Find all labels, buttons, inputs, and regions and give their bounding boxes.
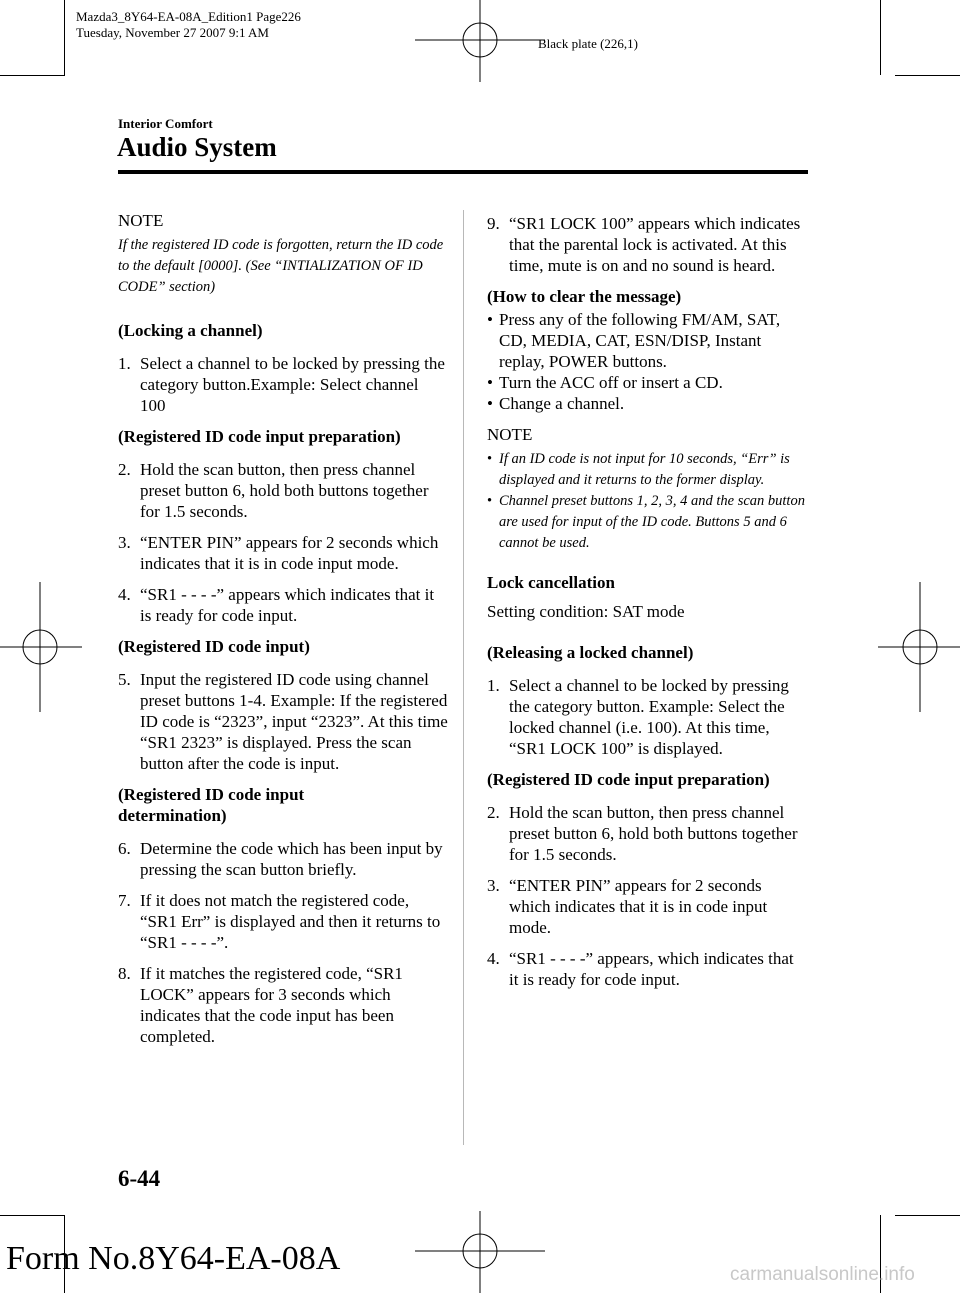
step-number: 2. [487,803,500,822]
bullet-icon: • [487,394,493,413]
step-number: 3. [487,876,500,895]
heading-locking-channel: (Locking a channel) [118,321,263,340]
title-rule [118,170,808,174]
crop-mark [895,1215,960,1216]
section-label: Interior Comfort [118,116,213,131]
bullet-text: Press any of the following FM/AM, SAT, CD, MEDIA, CAT, ESN/DISP, Instant replay, POWER buttons. [499,310,781,371]
step-number: 9. [487,214,500,233]
form-number: Form No.8Y64-EA-08A [6,1240,341,1277]
step-text: “ENTER PIN” appears for 2 seconds which indicates that it is in code input mode. [509,876,768,937]
step-text: Select a channel to be locked by pressing the category button. Example: Select the locked channel (i.e. 100). At this time, “SR1 LOCK 100” is displayed. [509,676,789,758]
step-text: “SR1 - - - -” appears which indicates that it is ready for code input. [140,585,435,625]
step-text: Hold the scan button, then press channel preset button 6, hold both buttons together for 1.5 seconds. [509,803,798,864]
bullet-icon: • [487,493,493,509]
page-title: Audio System [117,132,277,162]
watermark: carmanualsonline.info [730,1264,915,1285]
bullet-text: Change a channel. [499,394,625,413]
step-7 [118,890,448,953]
step-8 [118,963,448,1047]
step-1 [118,353,448,416]
step-3 [118,532,448,574]
bullet-item [487,393,807,414]
step-number: 8. [118,964,131,983]
step-text: Hold the scan button, then press channel preset button 6, hold both buttons together for 1.5 seconds. [140,460,429,521]
note-bullet-text: Channel preset buttons 1, 2, 3, 4 and the scan button are used for input of the ID code. Buttons 5 and 6 cannot be used. [499,493,805,551]
bullet-icon: • [487,373,493,392]
step-text: Select a channel to be locked by pressing the category button.Example: Select channel 100 [140,354,445,415]
release-step-2 [487,802,807,865]
black-plate: Black plate (226,1) [538,36,638,51]
print-meta-line2: Tuesday, November 27 2007 9:1 AM [76,25,269,40]
step-5 [118,669,448,774]
heading-clear-message: (How to clear the message) [487,287,682,306]
print-meta-line1: Mazda3_8Y64-EA-08A_Edition1 Page226 [76,9,301,24]
release-step-4 [487,948,807,990]
crop-mark [64,0,65,75]
print-meta [76,9,301,41]
heading-code-determination: (Registered ID code input determination) [118,785,305,825]
step-6 [118,838,448,880]
step-number: 1. [118,354,131,373]
right-column [487,213,807,1000]
step-number: 1. [487,676,500,695]
note-bullet [487,449,807,491]
step-number: 3. [118,533,131,552]
release-step-1 [487,675,807,759]
note-text: If the registered ID code is forgotten, return the ID code to the default [0000]. (See “INTIALIZATION OF ID CODE” section) [118,237,444,295]
step-text: “ENTER PIN” appears for 2 seconds which indicates that it is in code input mode. [140,533,439,573]
registration-mark-bottom-icon [415,1211,545,1293]
step-2 [118,459,448,522]
step-number: 4. [118,585,131,604]
crop-mark [880,0,881,75]
step-number: 6. [118,839,131,858]
release-step-3 [487,875,807,938]
step-text: If it matches the registered code, “SR1 LOCK” appears for 3 seconds which indicates that the code input has been completed. [140,964,403,1046]
step-number: 2. [118,460,131,479]
step-text: “SR1 - - - -” appears, which indicates that it is ready for code input. [509,949,794,989]
step-text: Determine the code which has been input by pressing the scan button briefly. [140,839,443,879]
setting-condition: Setting condition: SAT mode [487,602,685,621]
crop-mark [895,75,960,76]
step-9 [487,213,807,276]
left-column [118,210,448,1057]
heading-code-input: (Registered ID code input) [118,637,310,656]
heading-code-preparation: (Registered ID code input preparation) [118,427,401,446]
step-text: Input the registered ID code using channel preset buttons 1-4. Example: If the registered ID code is “2323”, input “2323”. At this time “SR1 2323” is displayed. Press the scan button after the code is input. [140,670,448,773]
heading-lock-cancellation: Lock cancellation [487,573,615,592]
bullet-item [487,372,807,393]
note-bullet [487,491,807,554]
bullet-text: Turn the ACC off or insert a CD. [499,373,723,392]
page-number: 6-44 [118,1166,161,1191]
note-heading: NOTE [487,425,533,444]
bullet-icon: • [487,310,493,329]
step-text: “SR1 LOCK 100” appears which indicates that the parental lock is activated. At this time, mute is on and no sound is heard. [509,214,801,275]
step-text: If it does not match the registered code, “SR1 Err” is displayed and then it returns to “SR1 - - - -”. [140,891,441,952]
registration-mark-top-icon [415,0,545,82]
registration-mark-left-icon [0,582,82,712]
bullet-item [487,309,807,372]
crop-mark [0,1215,65,1216]
registration-mark-right-icon [878,582,960,712]
step-number: 7. [118,891,131,910]
step-number: 4. [487,949,500,968]
step-4 [118,584,448,626]
bullet-icon: • [487,451,493,467]
heading-release-channel: (Releasing a locked channel) [487,643,694,662]
note-heading: NOTE [118,211,164,230]
column-divider [463,210,464,1145]
crop-mark [0,75,65,76]
note-bullet-text: If an ID code is not input for 10 seconds, “Err” is displayed and it returns to the former display. [499,451,790,488]
heading-code-preparation-2: (Registered ID code input preparation) [487,770,770,789]
step-number: 5. [118,670,131,689]
